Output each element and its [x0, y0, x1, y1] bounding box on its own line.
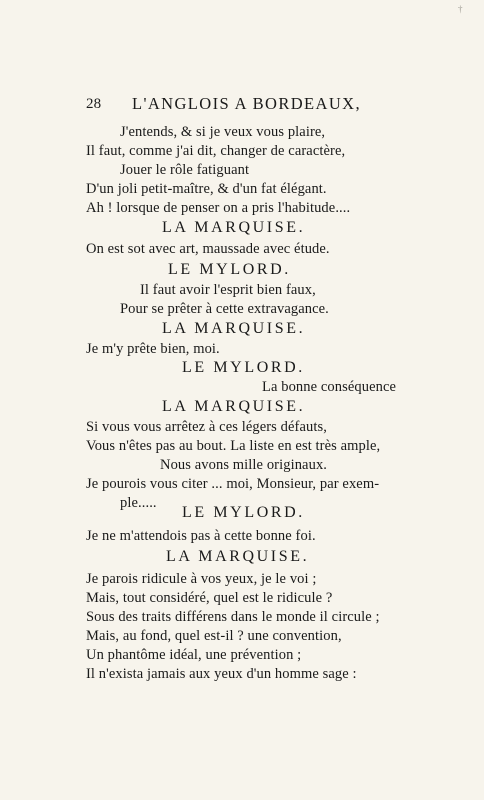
verse-line: Si vous vous arrêtez à ces légers défauts, — [86, 419, 327, 435]
verse-line: J'entends, & si je veux vous plaire, — [120, 124, 326, 140]
verse-line: Un phantôme idéal, une prévention ; — [86, 647, 302, 663]
page-number: 28 — [86, 96, 102, 112]
verse-line: Mais, tout considéré, quel est le ridicule ? — [86, 590, 333, 606]
verse-line: Mais, au fond, quel est-il ? une convention, — [86, 628, 342, 644]
verse-line: Je m'y prête bien, moi. — [86, 341, 220, 357]
verse-line: Je pourois vous citer ... moi, Monsieur, par exem- — [86, 476, 380, 492]
verse-line: Nous avons mille originaux. — [160, 457, 328, 473]
running-title: L'ANGLOIS A BORDEAUX, — [132, 94, 362, 113]
verse-line: Il n'exista jamais aux yeux d'un homme sage : — [86, 666, 357, 682]
speaker-name: LA MARQUISE. — [162, 320, 306, 337]
verse-line: Pour se prêter à cette extravagance. — [120, 301, 329, 317]
speaker-name: LA MARQUISE. — [162, 398, 306, 415]
verse-line: ple..... — [120, 495, 157, 511]
verse-line: Je ne m'attendois pas à cette bonne foi. — [86, 528, 316, 544]
speaker-name: LA MARQUISE. — [166, 548, 310, 565]
verse-line: Il faut avoir l'esprit bien faux, — [140, 282, 316, 298]
verse-line: Je parois ridicule à vos yeux, je le voi ; — [86, 571, 317, 587]
verse-line: La bonne conséquence — [262, 379, 397, 395]
speaker-name: LE MYLORD. — [182, 504, 305, 521]
speaker-name: LA MARQUISE. — [162, 219, 306, 236]
verse-line: Jouer le rôle fatiguant — [120, 162, 250, 178]
corner-mark: † — [458, 4, 463, 14]
verse-line: On est sot avec art, maussade avec étude. — [86, 241, 330, 257]
verse-line: Sous des traits différens dans le monde il circule ; — [86, 609, 380, 625]
verse-line: Ah ! lorsque de penser on a pris l'habitude.... — [86, 200, 351, 216]
verse-line: Vous n'êtes pas au bout. La liste en est très ample, — [86, 438, 381, 454]
verse-line: Il faut, comme j'ai dit, changer de caractère, — [86, 143, 346, 159]
speaker-name: LE MYLORD. — [168, 261, 291, 278]
speaker-name: LE MYLORD. — [182, 359, 305, 376]
verse-line: D'un joli petit-maître, & d'un fat élégant. — [86, 181, 327, 197]
